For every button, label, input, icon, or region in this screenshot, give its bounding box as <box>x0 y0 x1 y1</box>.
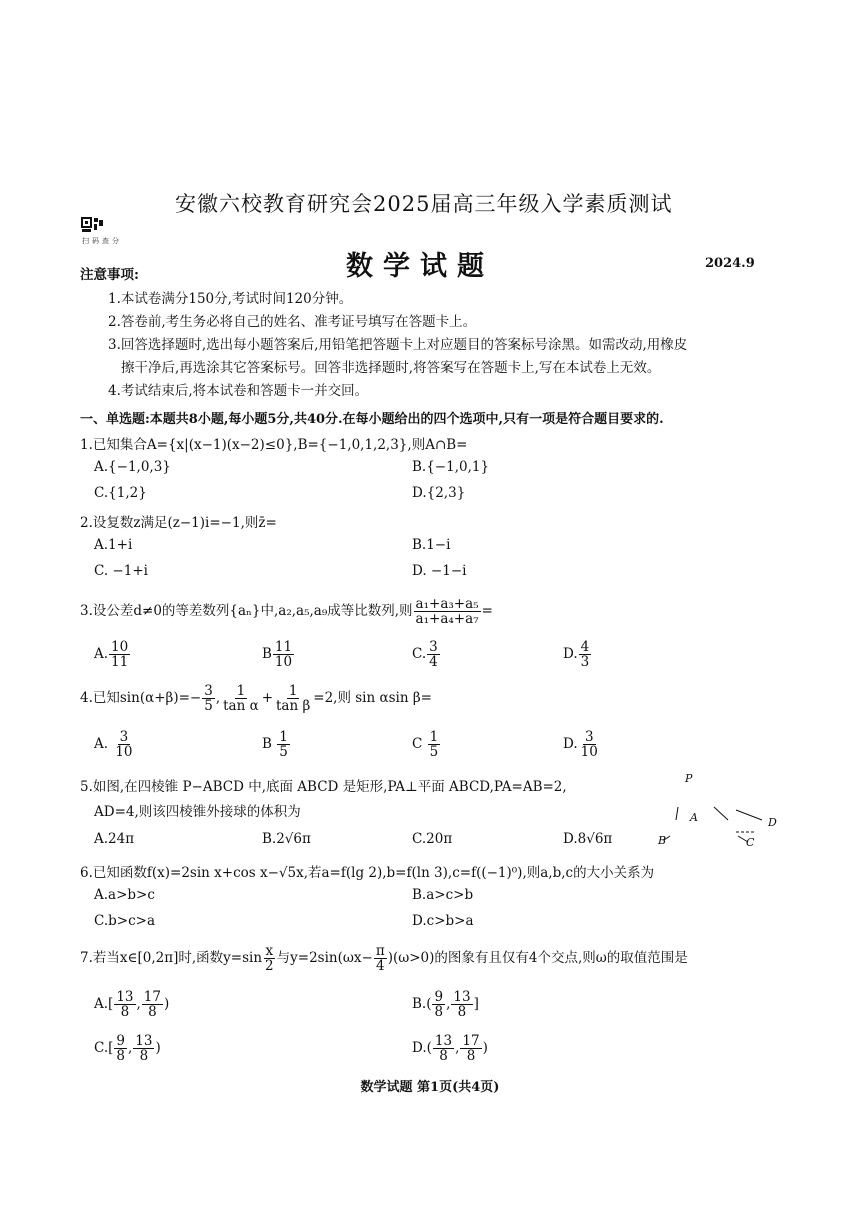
option-d: D. −1−i <box>412 563 467 579</box>
section-heading: 一、单选题:本题共8小题,每小题5分,共40分.在每小题给出的四个选项中,只有一项是符合题目要求的. <box>80 412 664 427</box>
frac-den: 8 <box>120 1004 130 1021</box>
fraction <box>579 640 592 669</box>
frac-den: 5 <box>429 744 439 761</box>
option-b: B.1−i <box>412 537 451 553</box>
option-label: D.( <box>412 1040 432 1057</box>
option-label: A. <box>94 736 109 753</box>
frac-num: 9 <box>434 989 444 1005</box>
notice-item: 擦干净后,再选涂其它答案标号。回答非选择题时,将答案写在答题卡上,写在本试卷上无效。 <box>121 360 661 376</box>
separator: , <box>136 996 141 1013</box>
fraction <box>114 990 135 1019</box>
fraction <box>274 684 312 713</box>
frac-num: 1 <box>236 683 246 699</box>
notice-item: 3.回答选择题时,选出每小题答案后,用铅笔把答题卡上对应题目的答案标号涂黑。如需改动,用橡皮 <box>108 337 688 353</box>
fraction <box>114 1034 127 1063</box>
stem-text: 与y=2sin(ωx− <box>276 950 373 967</box>
option-a: A.1+i <box>94 537 133 553</box>
separator: , <box>446 996 451 1013</box>
frac-den: 10 <box>115 744 133 761</box>
frac-num: a₁+a₃+a₅ <box>415 596 479 612</box>
option-b <box>262 640 295 669</box>
option-label: C. <box>412 646 427 663</box>
fraction <box>451 990 472 1019</box>
fraction <box>579 730 600 759</box>
option-label: A. <box>94 646 109 663</box>
page-footer: 数学试题 第1页(共4页) <box>360 1080 500 1095</box>
qr-label: 扫码查分 <box>82 237 122 245</box>
option-c: C.20π <box>412 831 453 847</box>
option-b: B.2√6π <box>262 831 311 847</box>
fraction <box>433 1034 454 1063</box>
option-c: C.b>c>a <box>94 913 156 929</box>
option-a <box>94 730 136 759</box>
question-stem: 2.设复数z满足(z−1)i=−1,则z̄= <box>80 515 277 531</box>
stem-text: )(ω>0)的图象有且仅有4个交点,则ω的取值范围是 <box>387 950 688 967</box>
notice-item: 1.本试卷满分150分,考试时间120分钟。 <box>108 291 353 307</box>
frac-den: 8 <box>439 1048 448 1065</box>
fraction <box>221 684 261 713</box>
option-b: B.{−1,0,1} <box>412 459 490 475</box>
fraction <box>432 990 445 1019</box>
option-c <box>412 730 441 759</box>
frac-den: 2 <box>265 958 274 975</box>
option-a: A.{−1,0,3} <box>94 459 171 475</box>
frac-num: 11 <box>274 639 293 655</box>
sub-title: 数学试题 <box>346 251 494 282</box>
fraction <box>142 990 163 1019</box>
frac-num: 1 <box>279 729 288 745</box>
stem-text: , <box>215 690 221 707</box>
frac-num: 3 <box>119 729 129 745</box>
option-d: D.8√6π <box>563 831 613 847</box>
frac-den: 4 <box>429 654 438 671</box>
exam-date: 2024.9 <box>705 256 755 271</box>
frac-num: 17 <box>143 989 161 1005</box>
question-stem <box>80 684 432 713</box>
option-d <box>563 730 601 759</box>
stem-text: = <box>481 603 493 620</box>
notice-item: 2.答卷前,考生务必将自己的姓名、准考证号填写在答题卡上。 <box>108 314 477 330</box>
frac-num: x <box>265 943 274 959</box>
question-stem: 6.已知函数f(x)=2sin x+cos x−√5x,若a=f(lg 2),b=f(ln 3),c=f((−1)⁰),则a,b,c的大小关系为 <box>80 865 655 881</box>
edge-pa <box>676 807 678 820</box>
stem-text: + <box>261 690 273 707</box>
fraction <box>133 1034 154 1063</box>
fraction <box>374 944 387 973</box>
option-d <box>412 1034 488 1063</box>
fig-label-c: C <box>746 836 755 849</box>
frac-den: 8 <box>116 1048 125 1065</box>
fig-label-d: D <box>768 816 777 829</box>
question-stem-cont: AD=4,则该四棱锥外接球的体积为 <box>94 804 301 820</box>
option-c <box>94 1034 161 1063</box>
notice-heading: 注意事项: <box>80 267 139 283</box>
option-label: B.( <box>412 996 432 1013</box>
option-label: C.[ <box>94 1040 114 1057</box>
option-label: B <box>262 646 272 663</box>
option-b <box>412 990 479 1019</box>
option-label: D. <box>563 646 578 663</box>
stem-text: 3.设公差d≠0的等差数列{aₙ}中,a₂,a₅,a₉成等比数列,则 <box>80 603 413 620</box>
frac-num: 9 <box>116 1033 125 1049</box>
frac-den: 5 <box>279 744 288 761</box>
bracket: ) <box>163 996 170 1013</box>
stem-text: =2,则 sin αsin β= <box>313 690 432 707</box>
option-c: C.{1,2} <box>94 485 147 501</box>
option-a <box>94 990 169 1019</box>
option-label: B <box>262 736 272 753</box>
fraction <box>427 640 440 669</box>
option-label: C <box>412 736 423 753</box>
bracket: ) <box>482 1040 488 1057</box>
question-stem: 1.已知集合A={x|(x−1)(x−2)≤0},B={−1,0,1,2,3},则A∩B= <box>80 437 468 453</box>
option-c: C. −1+i <box>94 563 148 579</box>
option-d: D.{2,3} <box>412 485 466 501</box>
fraction <box>273 640 294 669</box>
fraction <box>202 684 215 713</box>
option-b <box>262 730 291 759</box>
frac-den: 8 <box>139 1048 149 1065</box>
edge-pd <box>714 807 728 820</box>
option-c <box>412 640 441 669</box>
frac-num: 3 <box>429 639 438 655</box>
frac-num: 17 <box>462 1033 480 1049</box>
option-d: D.c>b>a <box>412 913 474 929</box>
frac-den: a₁+a₄+a₇ <box>415 611 479 628</box>
option-b: B.a>c>b <box>412 887 474 903</box>
separator: , <box>128 1040 133 1057</box>
fraction <box>113 730 134 759</box>
question-stem <box>80 944 688 973</box>
option-label: A.[ <box>94 996 114 1013</box>
separator: , <box>455 1040 460 1057</box>
frac-num: 13 <box>453 989 471 1005</box>
option-label: D. <box>563 736 578 753</box>
frac-num: 1 <box>429 729 439 745</box>
fraction <box>263 944 276 973</box>
qr-code-icon <box>82 218 104 232</box>
frac-den: 11 <box>111 654 129 671</box>
frac-num: 13 <box>434 1033 453 1049</box>
fraction <box>414 597 481 626</box>
fig-label-b: B <box>658 834 667 847</box>
stem-text: 7.若当x∈[0,2π]时,函数y=sin <box>80 950 263 967</box>
frac-den: 8 <box>434 1004 444 1021</box>
frac-num: 4 <box>580 639 590 655</box>
frac-den: tan β <box>276 698 311 715</box>
option-a <box>94 640 131 669</box>
frac-num: 3 <box>204 683 213 699</box>
option-a: A.a>b>c <box>94 887 155 903</box>
frac-den: 10 <box>580 744 598 761</box>
edge-ad <box>736 810 762 820</box>
frac-den: 8 <box>466 1048 476 1065</box>
fig-label-p: P <box>685 772 693 785</box>
notice-item: 4.考试结束后,将本试卷和答题卡一并交回。 <box>108 383 369 399</box>
main-title: 安徽六校教育研究会2025届高三年级入学素质测试 <box>175 192 673 216</box>
frac-num: 3 <box>584 729 594 745</box>
frac-den: 8 <box>457 1004 467 1021</box>
frac-den: 10 <box>274 654 293 671</box>
bracket: ] <box>473 996 479 1013</box>
fraction <box>277 730 290 759</box>
frac-den: 4 <box>375 958 385 975</box>
frac-num: 13 <box>135 1033 153 1049</box>
frac-den: tan α <box>223 698 259 715</box>
frac-den: 5 <box>204 698 213 715</box>
option-d <box>563 640 592 669</box>
frac-num: 10 <box>111 639 129 655</box>
frac-num: 13 <box>116 989 134 1005</box>
pyramid-figure <box>656 770 776 850</box>
stem-text: 4.已知sin(α+β)=− <box>80 690 202 707</box>
bracket: ) <box>155 1040 161 1057</box>
fraction <box>109 640 130 669</box>
fraction <box>460 1034 481 1063</box>
frac-num: 1 <box>288 683 298 699</box>
fraction <box>428 730 441 759</box>
frac-den: 8 <box>148 1004 157 1021</box>
frac-den: 3 <box>580 654 590 671</box>
option-a: A.24π <box>94 831 135 847</box>
frac-num: π <box>375 943 385 959</box>
fig-label-a: A <box>690 811 698 824</box>
question-stem <box>80 597 493 626</box>
question-stem: 5.如图,在四棱锥 P−ABCD 中,底面 ABCD 是矩形,PA⊥平面 ABCD,PA=AB=2, <box>80 779 567 795</box>
